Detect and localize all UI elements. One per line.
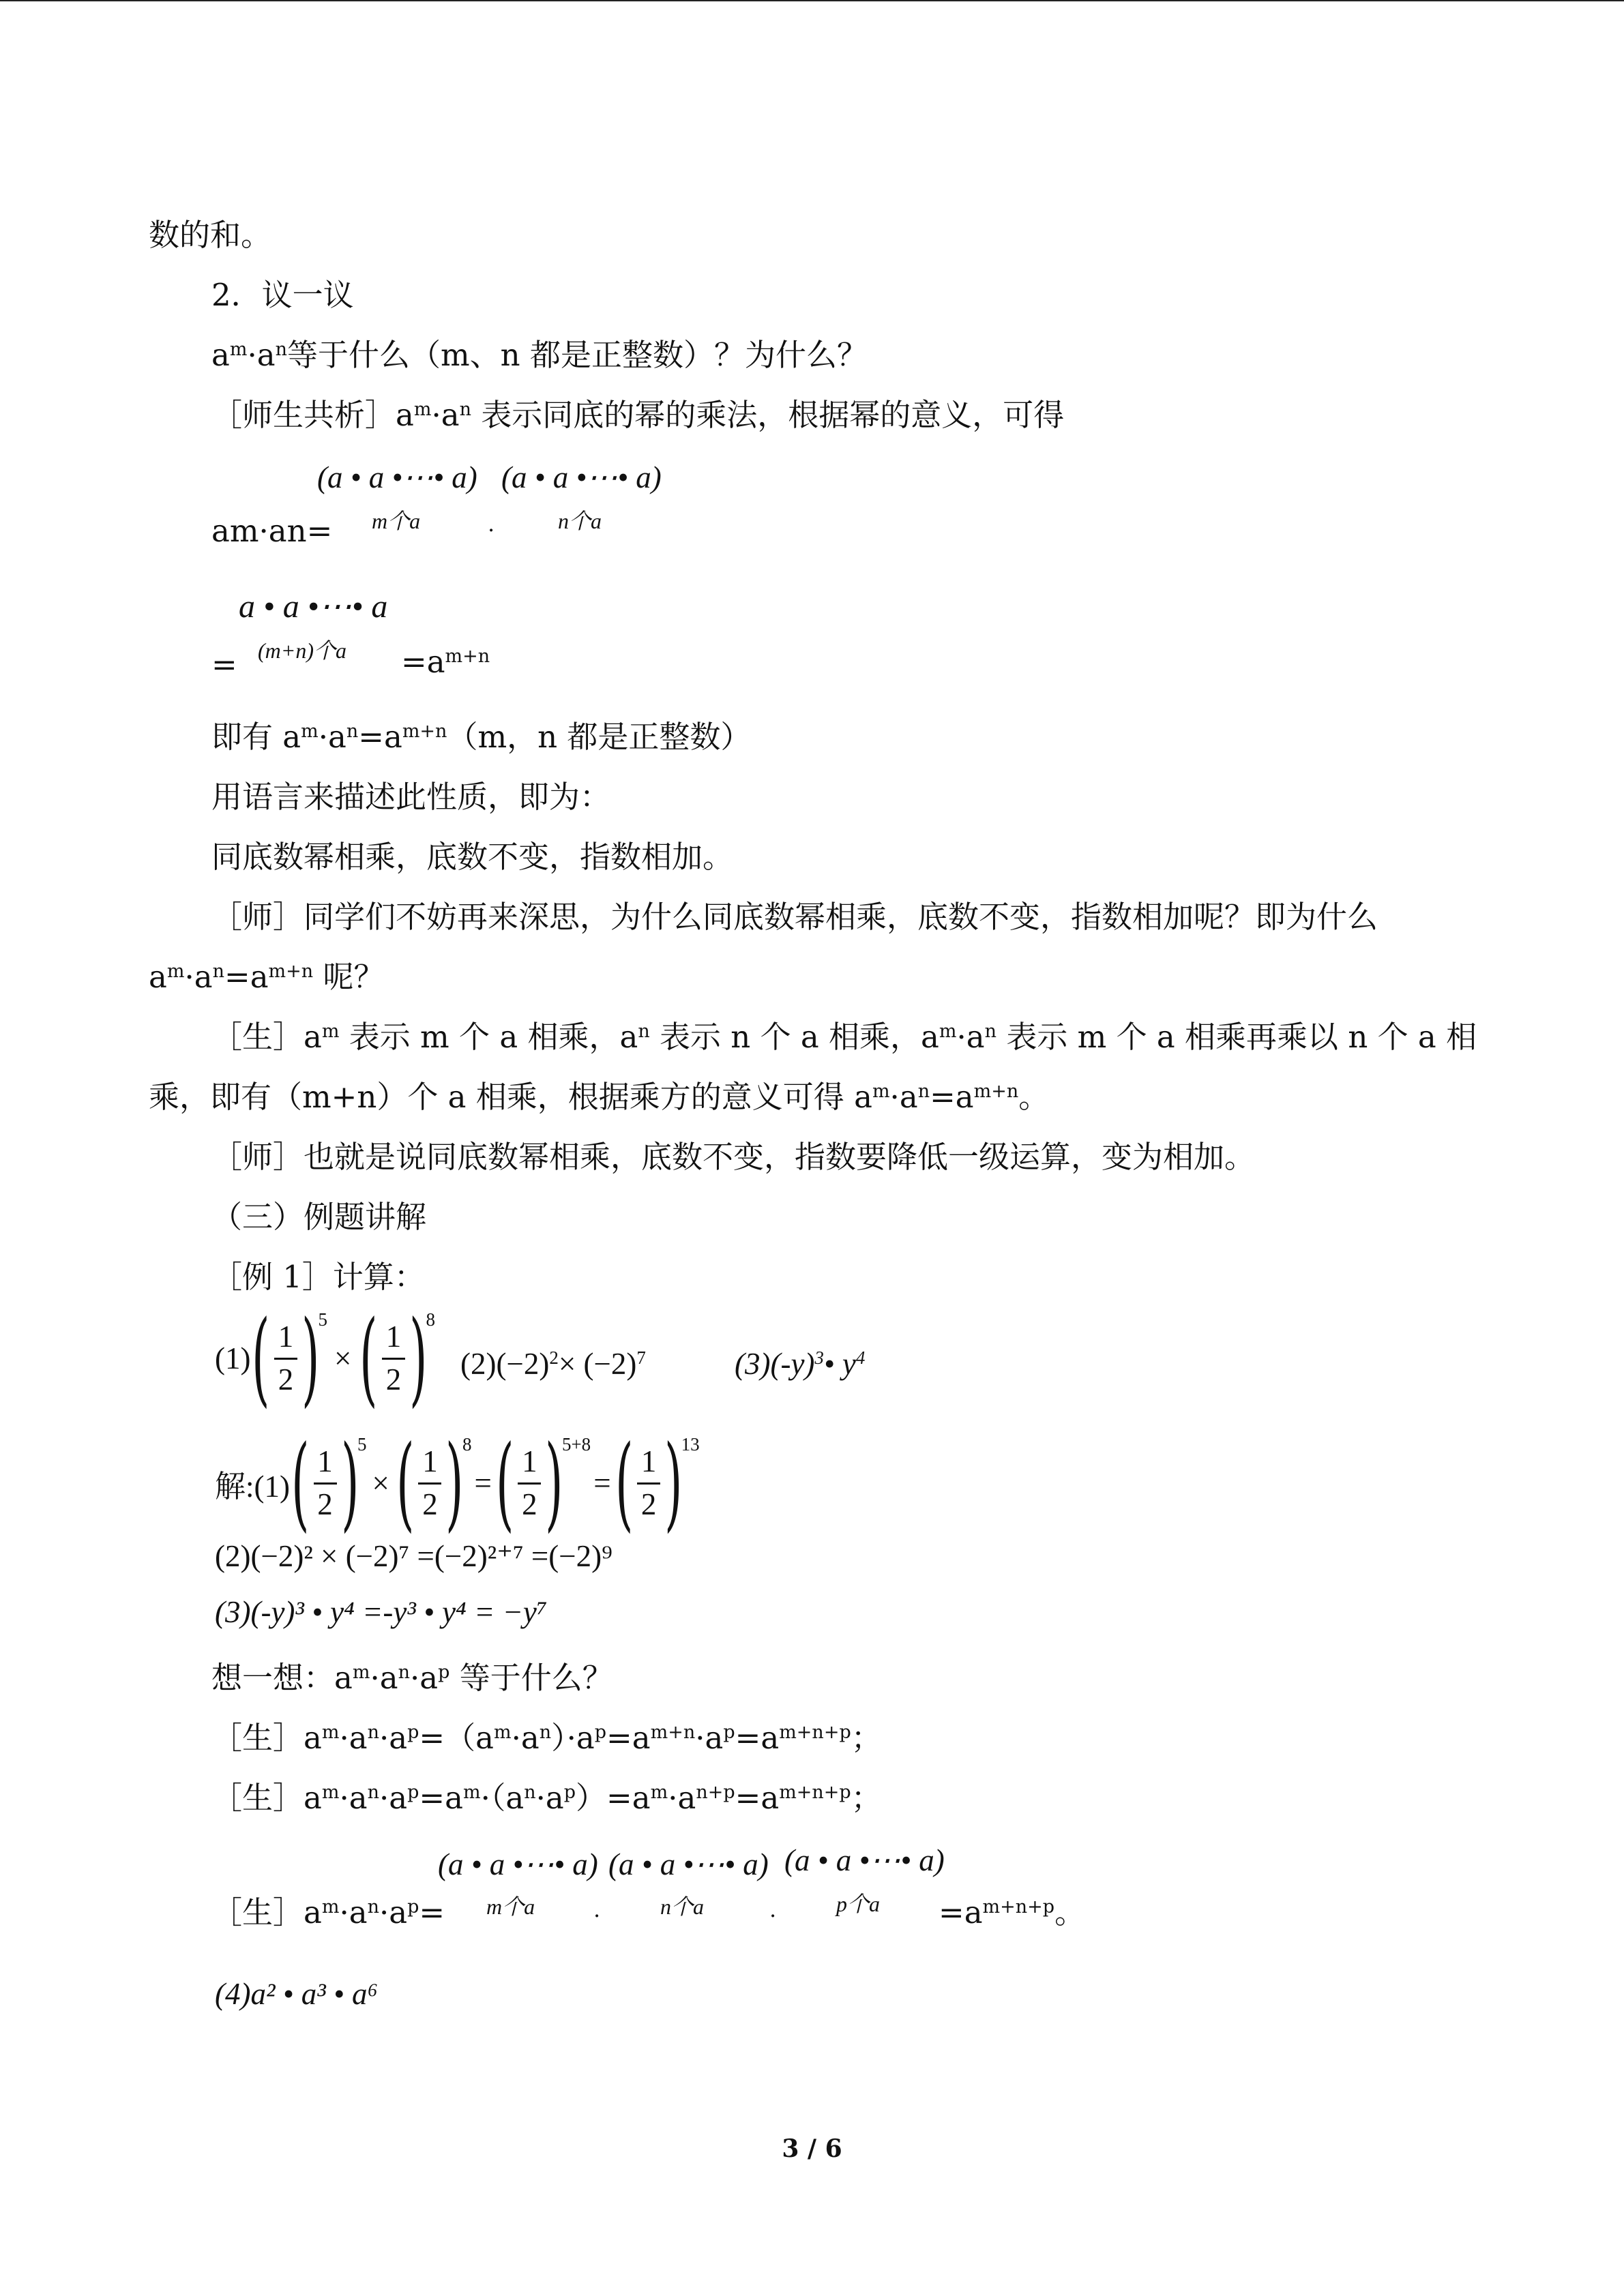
section-heading: （三）例题讲解 — [211, 1199, 427, 1235]
text-line: ［师生共析$]a^m\cdot a^n$ 表示同底的幂的乘法，根据幂的意义，可得 — [211, 397, 1065, 433]
text-line: 用语言来描述此性质，即为： — [211, 779, 611, 815]
page-number: 3 / 6 — [782, 2134, 842, 2163]
product-expression: (a • a •⋯• a) — [501, 460, 662, 494]
text-line: ［师］也就是说同底数幂相乘，底数不变，指数要降低一级运算，变为相加。 — [211, 1139, 1256, 1175]
underbrace-label: p个a — [836, 1892, 881, 1916]
text-line: $a^m\cdot a^n$等于什么（m、n 都是正整数）？为什么？ — [211, 337, 868, 373]
dot: . — [593, 1896, 601, 1922]
underbrace-label: m个a — [372, 509, 421, 533]
dot: . — [769, 1896, 777, 1922]
text-line: $=a^{m+n}$ — [401, 644, 490, 680]
solution-line-3: (3)(-y)³ • y⁴ =-y³ • y⁴ = −y⁷ — [215, 1595, 548, 1629]
text-line: ［生$]a^m$ 表示 m 个 a 相乘，$a^n$ 表示 n 个 a 相乘，$a^m\cdot a^n$ 表示 m 个 a 相乘再乘以 n 个 a 相 — [211, 1019, 1477, 1055]
text-line: ［师］同学们不妨再来深思，为什么同底数幂相乘，底数不变，指数相加呢？即为什么 — [211, 899, 1378, 935]
example-problems: (1) ( $\frac{1}{2}$ ) 5 × ( $\frac{1}{2}$ ) 8 — [215, 1299, 435, 1418]
example-problem-2: $(2)(-2)^2\times (-2)^7$ — [460, 1347, 646, 1381]
text-line: ［生$]a^m\cdot a^n\cdot a^p=a^m\cdot(a^n\cdot a^p)=a^m\cdot a^{n+p}=a^{m+n+p}$； — [211, 1780, 882, 1816]
underbrace-label: n个a — [660, 1894, 705, 1919]
example-problem-3: $(3)(-y)^3•$ $y^4$ — [735, 1347, 866, 1381]
product-expression: (a • a •⋯• a) — [438, 1847, 598, 1881]
text-line: = — [211, 646, 237, 683]
underbrace-label: (m+n)个a — [258, 638, 347, 663]
product-expression: a • a •⋯• a — [239, 588, 388, 625]
text-line: $a^m\cdot a^n=a^{m+n}$ 呢？ — [149, 959, 385, 995]
text-line: am·an= — [211, 513, 333, 549]
text-line: 数的和。 — [149, 217, 272, 253]
solution-line-1: 解:(1) ( $\frac{1}{2}$ ) 5 × ( $\frac{1}{2}$ ) 8 = ( $\frac{1}{2}$ ) 5+8 = ( $\frac{1}{2}$ ) 13 — [215, 1424, 700, 1542]
section-heading: 2．议一议 — [211, 277, 354, 313]
text-line: ［生$]a^m\cdot a^n\cdot a^p=(a^m\cdot a^n)\cdot a^p=a^{m+n}\cdot a^p=a^{m+n+p}$； — [211, 1720, 882, 1756]
rule-statement: 同底数幂相乘，底数不变，指数相加。 — [211, 839, 734, 875]
solution-line-2: (2)(−2)² × (−2)⁷ =(−2)²⁺⁷ =(−2)⁹ — [215, 1539, 612, 1573]
text-line: 想一想：$a^m\cdot a^n\cdot a^p$ 等于什么？ — [211, 1660, 613, 1696]
underbrace-label: n个a — [558, 509, 602, 533]
product-expression: (a • a •⋯• a) — [608, 1847, 769, 1881]
underbrace-label: m个a — [486, 1894, 535, 1919]
text-line: $=a^{m+n+p}$。 — [939, 1894, 1086, 1930]
page-top-border — [0, 0, 1624, 1]
example-problem-4: (4)a² • a³ • a⁶ — [215, 1977, 379, 2011]
product-expression: (a • a •⋯• a) — [784, 1843, 945, 1877]
example-heading: ［例 1］计算： — [211, 1259, 425, 1295]
text-line: ［生$]a^m\cdot a^n\cdot a^p=$ — [211, 1894, 445, 1930]
product-expression: (a • a •⋯• a) — [317, 460, 477, 494]
text-line: 乘，即有（m+n）个 a 相乘，根据乘方的意义可得 $a^m\cdot a^n=a^{m+n}$。 — [149, 1079, 1050, 1115]
text-line: 即有 $a^m\cdot a^n=a^{m+n}(m$，n 都是正整数） — [211, 719, 752, 755]
dot: . — [488, 511, 495, 537]
